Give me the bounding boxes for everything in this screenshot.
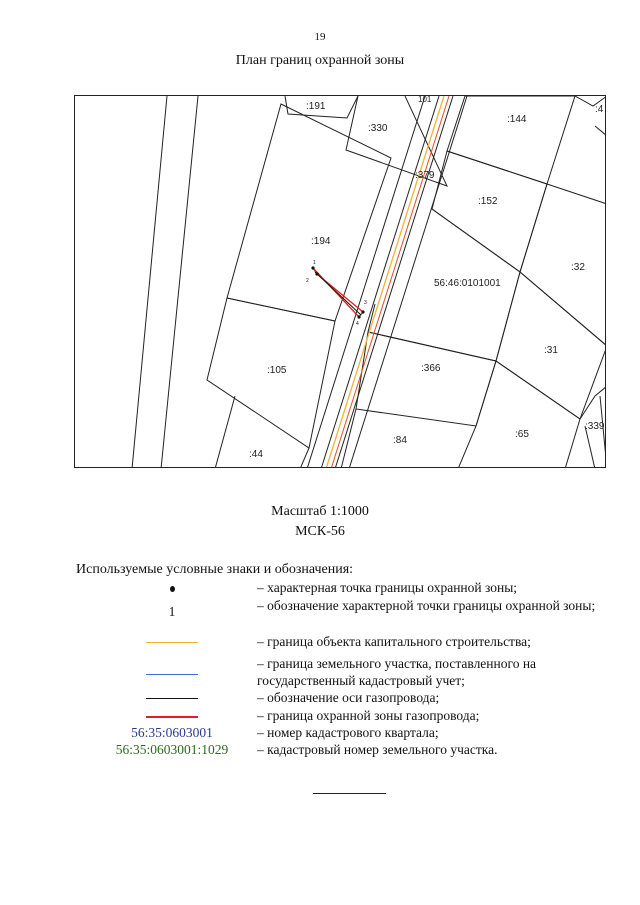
parcel-label: :379 (415, 170, 435, 181)
parcel-label: :44 (249, 449, 263, 460)
parcel-label: :4 (595, 104, 604, 115)
parcel-label: :84 (393, 435, 407, 446)
parcel-label: :144 (507, 114, 527, 125)
parcel-label: :366 (421, 363, 441, 374)
parcel-label: :152 (478, 196, 498, 207)
legend-heading: Используемые условные знаки и обозначения: (76, 562, 354, 577)
zone-point-label: 1 (313, 260, 316, 266)
parcel-44-boundary (215, 396, 235, 468)
parcel-edge-boundary (595, 126, 606, 136)
page-number: 19 (314, 31, 326, 43)
coordinate-system: МСК-56 (295, 524, 345, 539)
point-marker-icon (170, 586, 175, 592)
plan-title: План границ охранной зоны (235, 53, 405, 68)
parcel-144-boundary (447, 96, 575, 184)
boundary-line (161, 96, 198, 468)
zone-point-marker (311, 266, 314, 269)
parcel-label: :65 (515, 429, 529, 440)
black-line-icon (146, 698, 198, 699)
parcel-65-boundary (458, 361, 580, 468)
parcel-339-boundary (585, 426, 595, 468)
parcel-32-boundary (520, 184, 606, 346)
zone-point-label: 2 (306, 278, 309, 284)
parcel-label: :330 (368, 123, 388, 134)
parcel-194-boundary (227, 104, 391, 321)
gas-pipeline-axis (315, 272, 361, 315)
boundary-line (132, 96, 167, 468)
parcel-label: :339 (585, 421, 605, 432)
zone-point-marker (315, 272, 318, 275)
zone-point-marker (357, 315, 360, 318)
parcel-label: 101 (418, 96, 432, 104)
red-line-icon (146, 716, 198, 718)
parcel-label: :194 (311, 236, 331, 247)
parcel-label: :31 (544, 345, 558, 356)
zone-point-label: 4 (356, 321, 359, 327)
parcel-label: :191 (306, 101, 326, 112)
zone-point-label: 3 (364, 300, 367, 306)
scale-block (0, 502, 640, 542)
yellow-line-icon (146, 642, 198, 643)
parcel-339-boundary (600, 396, 606, 468)
parcel-label: :105 (267, 365, 287, 376)
parcel-84-boundary (341, 409, 356, 468)
blue-line-icon (146, 674, 198, 675)
parcel-152-boundary (432, 151, 547, 272)
zone-point-marker (361, 310, 364, 313)
parcel-label: :32 (571, 262, 585, 273)
footer-rule (313, 793, 386, 794)
parcel-44-boundary (300, 448, 309, 468)
scale-label: Масштаб 1:1000 (271, 504, 369, 519)
quarter-label: 56:46:0101001 (434, 278, 501, 289)
cadastral-map (74, 95, 606, 468)
